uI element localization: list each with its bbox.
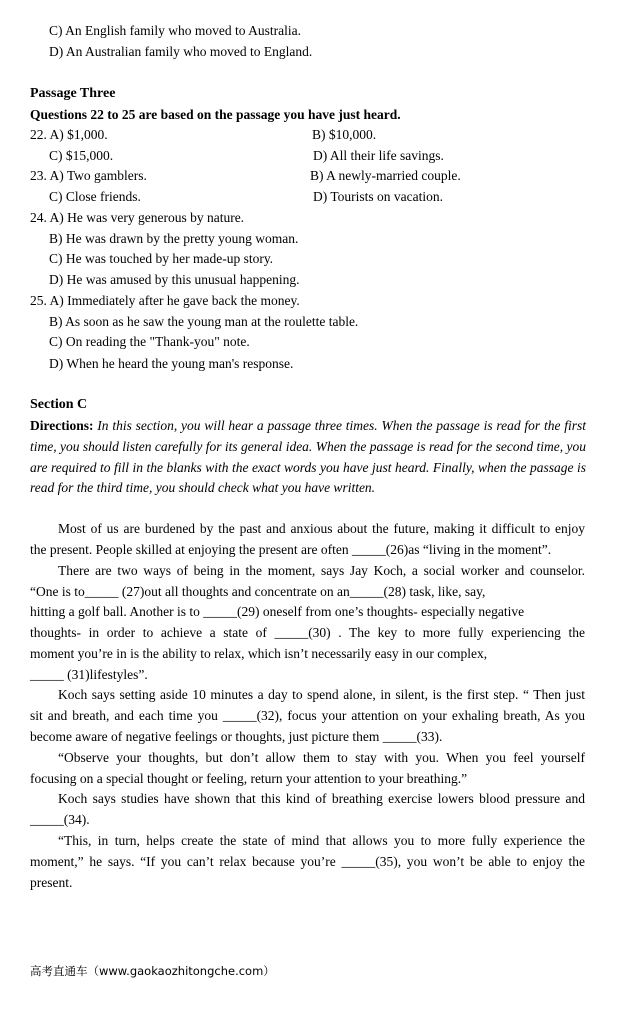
option-d-previous: D) An Australian family who moved to England. [49, 44, 313, 59]
q22-option-a: 22. A) $1,000. [30, 127, 108, 142]
section-c-directions [30, 416, 586, 499]
q25-option-b: B) As soon as he saw the young man at the roulette table. [49, 314, 359, 329]
passage-line: thoughts- in order to achieve a state of _____(30) . The key to more fully experiencing the [30, 625, 585, 640]
passage-line: There are two ways of being in the moment, says Jay Koch, a social worker and counselor. [58, 563, 585, 578]
q25-option-d: D) When he heard the young man's response. [49, 356, 294, 371]
option-c-previous: C) An English family who moved to Australia. [49, 23, 301, 38]
passage-three-instruction: Questions 22 to 25 are based on the passage you have just heard. [30, 107, 401, 122]
q23-option-b: B) A newly-married couple. [310, 168, 461, 183]
passage-line: Koch says studies have shown that this kind of breathing exercise lowers blood pressure and [58, 791, 585, 806]
passage-line: Most of us are burdened by the past and anxious about the future, making it difficult to enjoy [58, 521, 585, 536]
directions-label: Directions: [30, 418, 94, 433]
passage-line: moment you’re in is the ability to relax, which isn’t necessarily easy in our complex, [30, 646, 488, 661]
passage-line: Koch says setting aside 10 minutes a day to spend alone, in silent, is the first step. “ Then just [58, 687, 585, 702]
passage-three-title: Passage Three [30, 86, 116, 101]
q24-option-a: 24. A) He was very generous by nature. [30, 210, 245, 225]
passage-line: present. [30, 875, 73, 890]
footer-source: 高考直通车（www.gaokaozhitongche.com） [30, 964, 275, 978]
passage-line: moment,” he says. “If you can’t relax because you’re _____(35), you won’t be able to enjoy the [30, 854, 585, 869]
q24-option-d: D) He was amused by this unusual happening. [49, 272, 300, 287]
q25-option-c: C) On reading the "Thank-you" note. [49, 334, 250, 349]
passage-line: the present. People skilled at enjoying the present are often _____(26)as “living in the moment”. [30, 542, 552, 557]
passage-line: focusing on a special thought or feeling, return your attention to your breathing.” [30, 771, 468, 786]
q22-option-b: B) $10,000. [312, 127, 377, 142]
q25-option-a: 25. A) Immediately after he gave back the money. [30, 293, 300, 308]
q23-option-d: D) Tourists on vacation. [313, 189, 444, 204]
q22-option-d: D) All their life savings. [313, 148, 444, 163]
passage-line: _____(34). [30, 812, 90, 827]
passage-line: hitting a golf ball. Another is to _____(29) oneself from one’s thoughts- especially negative [30, 604, 525, 619]
passage-line: “Observe your thoughts, but don’t allow them to stay with you. When you feel yourself [58, 750, 585, 765]
q23-option-a: 23. A) Two gamblers. [30, 168, 147, 183]
passage-line: “This, in turn, helps create the state of mind that allows you to more fully experience the [58, 833, 585, 848]
directions-text: In this section, you will hear a passage three times. When the passage is read for the first time, you should listen carefully for its general idea. When the passage is read for the second time, you are required to fill in the blanks with the exact words you have just heard. Finally, when the passage is read for the third time, you should check what you have written. [30, 418, 587, 496]
q24-option-b: B) He was drawn by the pretty young woman. [49, 231, 299, 246]
passage-line: become aware of negative feelings or thoughts, just picture them _____(33). [30, 729, 443, 744]
section-c-title: Section C [30, 397, 88, 412]
q24-option-c: C) He was touched by her made-up story. [49, 251, 274, 266]
passage-line: sit and breath, and each time you _____(32), focus your attention on your exhaling breath, As you [30, 708, 585, 723]
q22-option-c: C) $15,000. [49, 148, 114, 163]
q23-option-c: C) Close friends. [49, 189, 141, 204]
passage-line: “One is to_____ (27)out all thoughts and concentrate on an_____(28) task, like, say, [30, 584, 486, 599]
passage-line: _____ (31)lifestyles”. [30, 667, 148, 682]
